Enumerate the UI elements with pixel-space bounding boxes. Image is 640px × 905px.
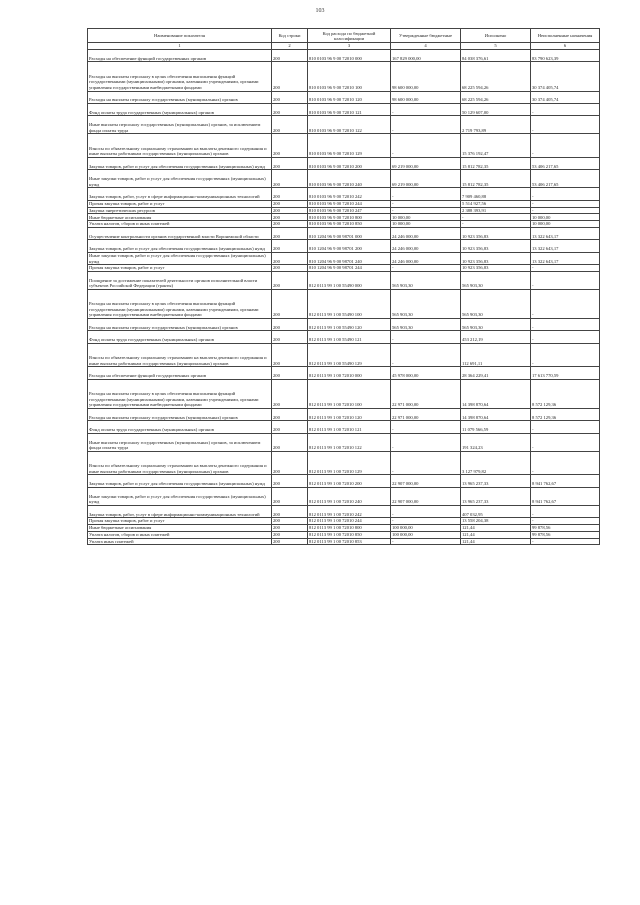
table-row — [88, 487, 600, 505]
row-line-code: 200 — [272, 531, 308, 538]
row-approved: - — [391, 331, 461, 343]
row-unexecuted: - — [531, 207, 600, 214]
row-unexecuted: - — [531, 343, 600, 367]
row-unexecuted: 99 878,56 — [531, 531, 600, 538]
row-unexecuted: - — [531, 505, 600, 517]
row-line-code: 200 — [272, 475, 308, 487]
row-approved: 24 246 000,00 — [391, 252, 461, 264]
row-budget-code: 812 0113 99 1 00 72010 244 — [308, 518, 391, 525]
table-row — [88, 331, 600, 343]
row-line-code: 200 — [272, 433, 308, 451]
row-budget-code: 812 0113 99 1 00 55490 121 — [308, 331, 391, 343]
row-name: Взносы по обязательному социальному страхованию на выплаты денежного содержания и иные выплаты работникам государственных (муниципальных) органов — [88, 451, 272, 475]
row-budget-code: 810 0103 96 9 00 72010 122 — [308, 116, 391, 134]
row-executed: 121,44 — [461, 524, 531, 531]
row-line-code: 200 — [272, 538, 308, 545]
row-executed: 13 965 237,33 — [461, 487, 531, 505]
table-row — [88, 62, 600, 91]
row-unexecuted: - — [531, 331, 600, 343]
row-executed: 14 398 870,64 — [461, 409, 531, 421]
table-row — [88, 343, 600, 367]
row-approved: 100 000,00 — [391, 531, 461, 538]
row-budget-code: 810 0103 96 9 00 72010 200 — [308, 157, 391, 169]
row-approved: 565 903,30 — [391, 289, 461, 318]
row-executed: 50 129 607,00 — [461, 103, 531, 115]
row-unexecuted: - — [531, 200, 600, 207]
table-row — [88, 505, 600, 517]
row-executed: 11 079 566,59 — [461, 421, 531, 433]
table-row — [88, 134, 600, 158]
row-unexecuted: 30 374 405,74 — [531, 91, 600, 103]
row-name: Закупка товаров, работ и услуг для обеспечения государственных (муниципальных) нужд — [88, 240, 272, 252]
row-name: Прочая закупка товаров, работ и услуг — [88, 265, 272, 272]
row-line-code: 200 — [272, 200, 308, 207]
row-name: Иные выплаты персоналу государственных (муниципальных) органов, за исключением фонда оплаты труда — [88, 433, 272, 451]
row-line-code: 200 — [272, 367, 308, 379]
row-line-code: 200 — [272, 265, 308, 272]
row-line-code: 200 — [272, 409, 308, 421]
row-executed: - — [461, 214, 531, 221]
table-row — [88, 157, 600, 169]
row-budget-code: 812 0113 99 1 00 72010 850 — [308, 531, 391, 538]
row-executed: 7 909 460,88 — [461, 188, 531, 200]
row-unexecuted: 13 322 643,17 — [531, 240, 600, 252]
row-name: Закупка товаров, работ и услуг для обеспечения государственных (муниципальных) нужд — [88, 475, 272, 487]
row-line-code: 200 — [272, 207, 308, 214]
row-name: Взносы по обязательному социальному страхованию на выплаты денежного содержания и иные выплаты работникам государственных (муниципальных) органов — [88, 134, 272, 158]
row-executed: 10 923 356,83 — [461, 252, 531, 264]
row-line-code: 200 — [272, 214, 308, 221]
row-executed: 2 719 793,89 — [461, 116, 531, 134]
row-name: Иные закупки товаров, работ и услуг для обеспечения государственных (муниципальных) нужд — [88, 487, 272, 505]
row-name: Иные бюджетные ассигнования — [88, 524, 272, 531]
row-executed: 565 903,30 — [461, 271, 531, 289]
header-executed: Исполнено — [461, 29, 531, 43]
table-row — [88, 367, 600, 379]
row-budget-code: 812 0113 99 1 00 72010 122 — [308, 433, 391, 451]
row-executed: 15 812 782,35 — [461, 170, 531, 188]
row-unexecuted: 83 790 623,39 — [531, 50, 600, 62]
row-name: Иные бюджетные ассигнования — [88, 214, 272, 221]
row-name: Взносы по обязательному социальному страхованию на выплаты денежного содержания и иные выплаты работникам государственных (муниципальных) органов — [88, 343, 272, 367]
row-executed: 28 364 229,41 — [461, 367, 531, 379]
row-unexecuted: - — [531, 134, 600, 158]
table-row — [88, 214, 600, 221]
row-unexecuted: - — [531, 518, 600, 525]
row-line-code: 200 — [272, 252, 308, 264]
table-row — [88, 289, 600, 318]
row-name: Расходы на выплаты персоналу государственных (муниципальных) органов — [88, 319, 272, 331]
header-line-code: Код строки — [272, 29, 308, 43]
row-budget-code: 810 1204 96 9 00 98701 000 — [308, 227, 391, 239]
row-approved: 22 907 000,00 — [391, 475, 461, 487]
row-name: Уплата налогов, сборов и иных платежей — [88, 531, 272, 538]
row-budget-code: 812 0113 99 1 00 72010 240 — [308, 487, 391, 505]
row-budget-code: 810 0103 96 9 00 72010 240 — [308, 170, 391, 188]
table-row — [88, 524, 600, 531]
row-unexecuted: 13 322 643,17 — [531, 227, 600, 239]
column-number: 6 — [531, 43, 600, 50]
row-line-code: 200 — [272, 50, 308, 62]
row-executed: 2 388 393,91 — [461, 207, 531, 214]
row-line-code: 200 — [272, 518, 308, 525]
row-executed: 13 965 237,33 — [461, 475, 531, 487]
row-budget-code: 810 0103 96 9 00 72010 120 — [308, 91, 391, 103]
row-executed: 10 923 356,83 — [461, 265, 531, 272]
row-budget-code: 812 0113 99 1 00 72010 100 — [308, 379, 391, 408]
row-budget-code: 812 0113 99 1 00 55490 100 — [308, 289, 391, 318]
row-line-code: 200 — [272, 451, 308, 475]
table-row — [88, 91, 600, 103]
row-approved: 24 246 000,00 — [391, 227, 461, 239]
row-name: Расходы на обеспечение функций государственных органов — [88, 50, 272, 62]
row-name: Расходы на обеспечение функций государственных органов — [88, 367, 272, 379]
row-budget-code: 812 0113 99 1 00 72010 800 — [308, 524, 391, 531]
table-row — [88, 271, 600, 289]
column-number: 3 — [308, 43, 391, 50]
row-approved: - — [391, 265, 461, 272]
row-name: Фонд оплаты труда государственных (муниципальных) органов — [88, 103, 272, 115]
row-unexecuted: - — [531, 103, 600, 115]
table-header-row — [88, 29, 600, 43]
table-row — [88, 252, 600, 264]
row-approved: 22 971 000,00 — [391, 379, 461, 408]
row-executed: 15 812 782,35 — [461, 157, 531, 169]
row-executed: 407 032,95 — [461, 505, 531, 517]
row-approved: 10 000,00 — [391, 214, 461, 221]
row-executed: 10 923 356,83 — [461, 227, 531, 239]
table-row — [88, 200, 600, 207]
table-row — [88, 103, 600, 115]
row-unexecuted: 53 406 217,65 — [531, 157, 600, 169]
row-executed: 14 398 870,64 — [461, 379, 531, 408]
row-approved: - — [391, 421, 461, 433]
row-budget-code: 810 0103 96 9 00 72010 000 — [308, 50, 391, 62]
row-line-code: 200 — [272, 289, 308, 318]
row-budget-code: 810 0103 96 9 00 72010 242 — [308, 188, 391, 200]
column-number: 5 — [461, 43, 531, 50]
column-number-row — [88, 43, 600, 50]
row-line-code: 200 — [272, 421, 308, 433]
row-unexecuted: - — [531, 271, 600, 289]
row-approved: 69 219 000,00 — [391, 157, 461, 169]
page-number: 103 — [315, 8, 325, 14]
row-executed: 15 376 192,47 — [461, 134, 531, 158]
row-unexecuted: - — [531, 265, 600, 272]
row-name: Закупка товаров, работ и услуг для обеспечения государственных (муниципальных) нужд — [88, 157, 272, 169]
row-approved: - — [391, 433, 461, 451]
row-name: Расходы на выплаты персоналу в целях обеспечения выполнения функций государственными (муниципальными) органами, казенными учреждениями, органами управления государственными внебюджетными фондами — [88, 289, 272, 318]
table-row — [88, 240, 600, 252]
table-row — [88, 227, 600, 239]
row-unexecuted: 53 406 217,65 — [531, 170, 600, 188]
column-number: 1 — [88, 43, 272, 50]
row-unexecuted: 8 572 129,36 — [531, 409, 600, 421]
row-executed: 68 225 594,26 — [461, 91, 531, 103]
row-budget-code: 810 0103 96 9 00 72010 850 — [308, 221, 391, 228]
table-row — [88, 188, 600, 200]
row-executed: 565 903,30 — [461, 289, 531, 318]
row-name: Иные закупки товаров, работ и услуг для обеспечения государственных (муниципальных) нужд — [88, 252, 272, 264]
row-name: Закупка товаров, работ, услуг в сфере информационно-коммуникационных технологий — [88, 188, 272, 200]
row-unexecuted: 30 374 405,74 — [531, 62, 600, 91]
table-row — [88, 379, 600, 408]
row-budget-code: 812 0113 99 1 00 55490 120 — [308, 319, 391, 331]
table-row — [88, 319, 600, 331]
row-approved: - — [391, 505, 461, 517]
row-name: Закупка товаров, работ, услуг в сфере информационно-коммуникационных технологий — [88, 505, 272, 517]
table-row — [88, 265, 600, 272]
row-approved: 45 978 000,00 — [391, 367, 461, 379]
row-budget-code: 812 0113 99 1 00 72010 121 — [308, 421, 391, 433]
row-name: Расходы на выплаты персоналу в целях обеспечения выполнения функций государственными (муниципальными) органами, казенными учреждениями, органами управления государственными внебюджетными фондами — [88, 62, 272, 91]
row-line-code: 200 — [272, 91, 308, 103]
row-budget-code: 810 0103 96 9 00 72010 100 — [308, 62, 391, 91]
row-line-code: 200 — [272, 62, 308, 91]
row-unexecuted: - — [531, 421, 600, 433]
row-line-code: 200 — [272, 134, 308, 158]
row-budget-code: 810 0103 96 9 00 72010 121 — [308, 103, 391, 115]
row-executed: 112 691,11 — [461, 343, 531, 367]
row-budget-code: 812 0113 99 1 00 55490 129 — [308, 343, 391, 367]
row-name: Иные закупки товаров, работ и услуг для обеспечения государственных (муниципальных) нужд — [88, 170, 272, 188]
row-line-code: 200 — [272, 170, 308, 188]
row-name: Осуществление контрольности органов государственной власти Воронежской области — [88, 227, 272, 239]
table-row — [88, 221, 600, 228]
row-line-code: 200 — [272, 524, 308, 531]
row-unexecuted: - — [531, 538, 600, 545]
row-name: Расходы на выплаты персоналу государственных (муниципальных) органов — [88, 409, 272, 421]
table-row — [88, 207, 600, 214]
row-executed: - — [461, 221, 531, 228]
row-executed: 121,44 — [461, 531, 531, 538]
row-unexecuted: 13 322 643,17 — [531, 252, 600, 264]
row-budget-code: 812 0113 99 1 00 72010 129 — [308, 451, 391, 475]
row-executed: 565 903,30 — [461, 319, 531, 331]
row-line-code: 200 — [272, 240, 308, 252]
row-executed: 191 324,23 — [461, 433, 531, 451]
row-unexecuted: - — [531, 116, 600, 134]
row-name: Закупка энергетических ресурсов — [88, 207, 272, 214]
row-unexecuted: - — [531, 188, 600, 200]
row-unexecuted: - — [531, 451, 600, 475]
row-name: Расходы на выплаты персоналу государственных (муниципальных) органов — [88, 91, 272, 103]
row-budget-code: 812 0113 99 1 00 72010 242 — [308, 505, 391, 517]
row-approved: - — [391, 451, 461, 475]
table-row — [88, 409, 600, 421]
table-row — [88, 451, 600, 475]
row-approved: - — [391, 207, 461, 214]
row-name: Прочая закупка товаров, работ и услуг — [88, 200, 272, 207]
table-row — [88, 538, 600, 545]
row-unexecuted: 99 878,56 — [531, 524, 600, 531]
row-name: Прочая закупка товаров, работ и услуг — [88, 518, 272, 525]
row-approved: 98 600 000,00 — [391, 91, 461, 103]
row-approved: 69 219 000,00 — [391, 170, 461, 188]
row-line-code: 200 — [272, 379, 308, 408]
row-line-code: 200 — [272, 116, 308, 134]
row-name: Фонд оплаты труда государственных (муниципальных) органов — [88, 421, 272, 433]
table-row — [88, 170, 600, 188]
table-row — [88, 518, 600, 525]
table-row — [88, 475, 600, 487]
header-approved: Утвержденные бюджетные — [391, 29, 461, 43]
row-approved: 22 907 000,00 — [391, 487, 461, 505]
row-approved: - — [391, 116, 461, 134]
row-name: Уплата иных платежей — [88, 538, 272, 545]
row-line-code: 200 — [272, 188, 308, 200]
row-approved: 565 903,30 — [391, 319, 461, 331]
row-name: Фонд оплаты труда государственных (муниципальных) органов — [88, 331, 272, 343]
budget-execution-table — [87, 28, 600, 545]
row-approved: - — [391, 343, 461, 367]
row-approved: - — [391, 518, 461, 525]
row-line-code: 200 — [272, 227, 308, 239]
row-budget-code: 810 0103 96 9 00 72010 244 — [308, 200, 391, 207]
row-approved: 24 246 000,00 — [391, 240, 461, 252]
row-unexecuted: 10 000,00 — [531, 214, 600, 221]
header-budget-code: Код расхода по бюджетной классификации — [308, 29, 391, 43]
row-line-code: 200 — [272, 343, 308, 367]
row-budget-code: 812 0113 99 1 00 72010 120 — [308, 409, 391, 421]
row-budget-code: 812 0113 99 1 00 72010 853 — [308, 538, 391, 545]
table-row — [88, 116, 600, 134]
row-approved: 100 000,00 — [391, 524, 461, 531]
row-name: Уплата налогов, сборов и иных платежей — [88, 221, 272, 228]
table-row — [88, 433, 600, 451]
row-line-code: 200 — [272, 505, 308, 517]
column-number: 2 — [272, 43, 308, 50]
row-budget-code: 812 0113 99 1 00 72010 000 — [308, 367, 391, 379]
row-name: Иные выплаты персоналу государственных (муниципальных) органов, за исключением фонда оплаты труда — [88, 116, 272, 134]
row-executed: 10 923 356,83 — [461, 240, 531, 252]
row-approved: 167 829 000,00 — [391, 50, 461, 62]
row-executed: 121,44 — [461, 538, 531, 545]
row-line-code: 200 — [272, 331, 308, 343]
row-approved: - — [391, 188, 461, 200]
row-executed: 13 558 204,38 — [461, 518, 531, 525]
row-unexecuted: - — [531, 433, 600, 451]
header-unexecuted: Неисполненные назначения — [531, 29, 600, 43]
row-budget-code: 810 0103 96 9 00 72010 247 — [308, 207, 391, 214]
row-unexecuted: - — [531, 289, 600, 318]
row-executed: 5 514 927,56 — [461, 200, 531, 207]
row-unexecuted: 8 572 129,36 — [531, 379, 600, 408]
row-unexecuted: - — [531, 319, 600, 331]
row-approved: 98 600 000,00 — [391, 62, 461, 91]
row-approved: 22 971 000,00 — [391, 409, 461, 421]
row-executed: 453 212,19 — [461, 331, 531, 343]
row-unexecuted: 8 941 762,67 — [531, 475, 600, 487]
row-budget-code: 812 0113 99 1 00 72010 200 — [308, 475, 391, 487]
row-unexecuted: 10 000,00 — [531, 221, 600, 228]
row-executed: 84 038 376,61 — [461, 50, 531, 62]
row-executed: 3 127 979,82 — [461, 451, 531, 475]
row-executed: 68 225 594,26 — [461, 62, 531, 91]
row-unexecuted: 17 613 770,59 — [531, 367, 600, 379]
row-approved: - — [391, 134, 461, 158]
row-approved: - — [391, 103, 461, 115]
row-name: Расходы на выплаты персоналу в целях обеспечения выполнения функций государственными (муниципальными) органами, казенными учреждениями, органами управления государственными внебюджетными фондами — [88, 379, 272, 408]
row-budget-code: 810 0103 96 9 00 72010 800 — [308, 214, 391, 221]
row-line-code: 200 — [272, 103, 308, 115]
row-approved: - — [391, 200, 461, 207]
row-budget-code: 810 0103 96 9 00 72010 129 — [308, 134, 391, 158]
row-unexecuted: 8 941 762,67 — [531, 487, 600, 505]
row-line-code: 200 — [272, 157, 308, 169]
table-row — [88, 421, 600, 433]
row-budget-code: 810 1204 96 9 00 98701 244 — [308, 265, 391, 272]
row-approved: 10 000,00 — [391, 221, 461, 228]
row-line-code: 200 — [272, 487, 308, 505]
row-name: Поощрение за достижение показателей деятельности органов исполнительной власти субъектов Российской Федерации (гранты) — [88, 271, 272, 289]
row-budget-code: 810 1204 96 9 00 98701 240 — [308, 252, 391, 264]
row-budget-code: 812 0113 99 1 00 55490 000 — [308, 271, 391, 289]
table-row — [88, 50, 600, 62]
row-line-code: 200 — [272, 271, 308, 289]
header-name: Наименование показателя — [88, 29, 272, 43]
row-budget-code: 810 1204 96 9 00 98701 200 — [308, 240, 391, 252]
row-approved: - — [391, 538, 461, 545]
table-row — [88, 531, 600, 538]
column-number: 4 — [391, 43, 461, 50]
row-line-code: 200 — [272, 319, 308, 331]
row-line-code: 200 — [272, 221, 308, 228]
row-approved: 565 903,30 — [391, 271, 461, 289]
